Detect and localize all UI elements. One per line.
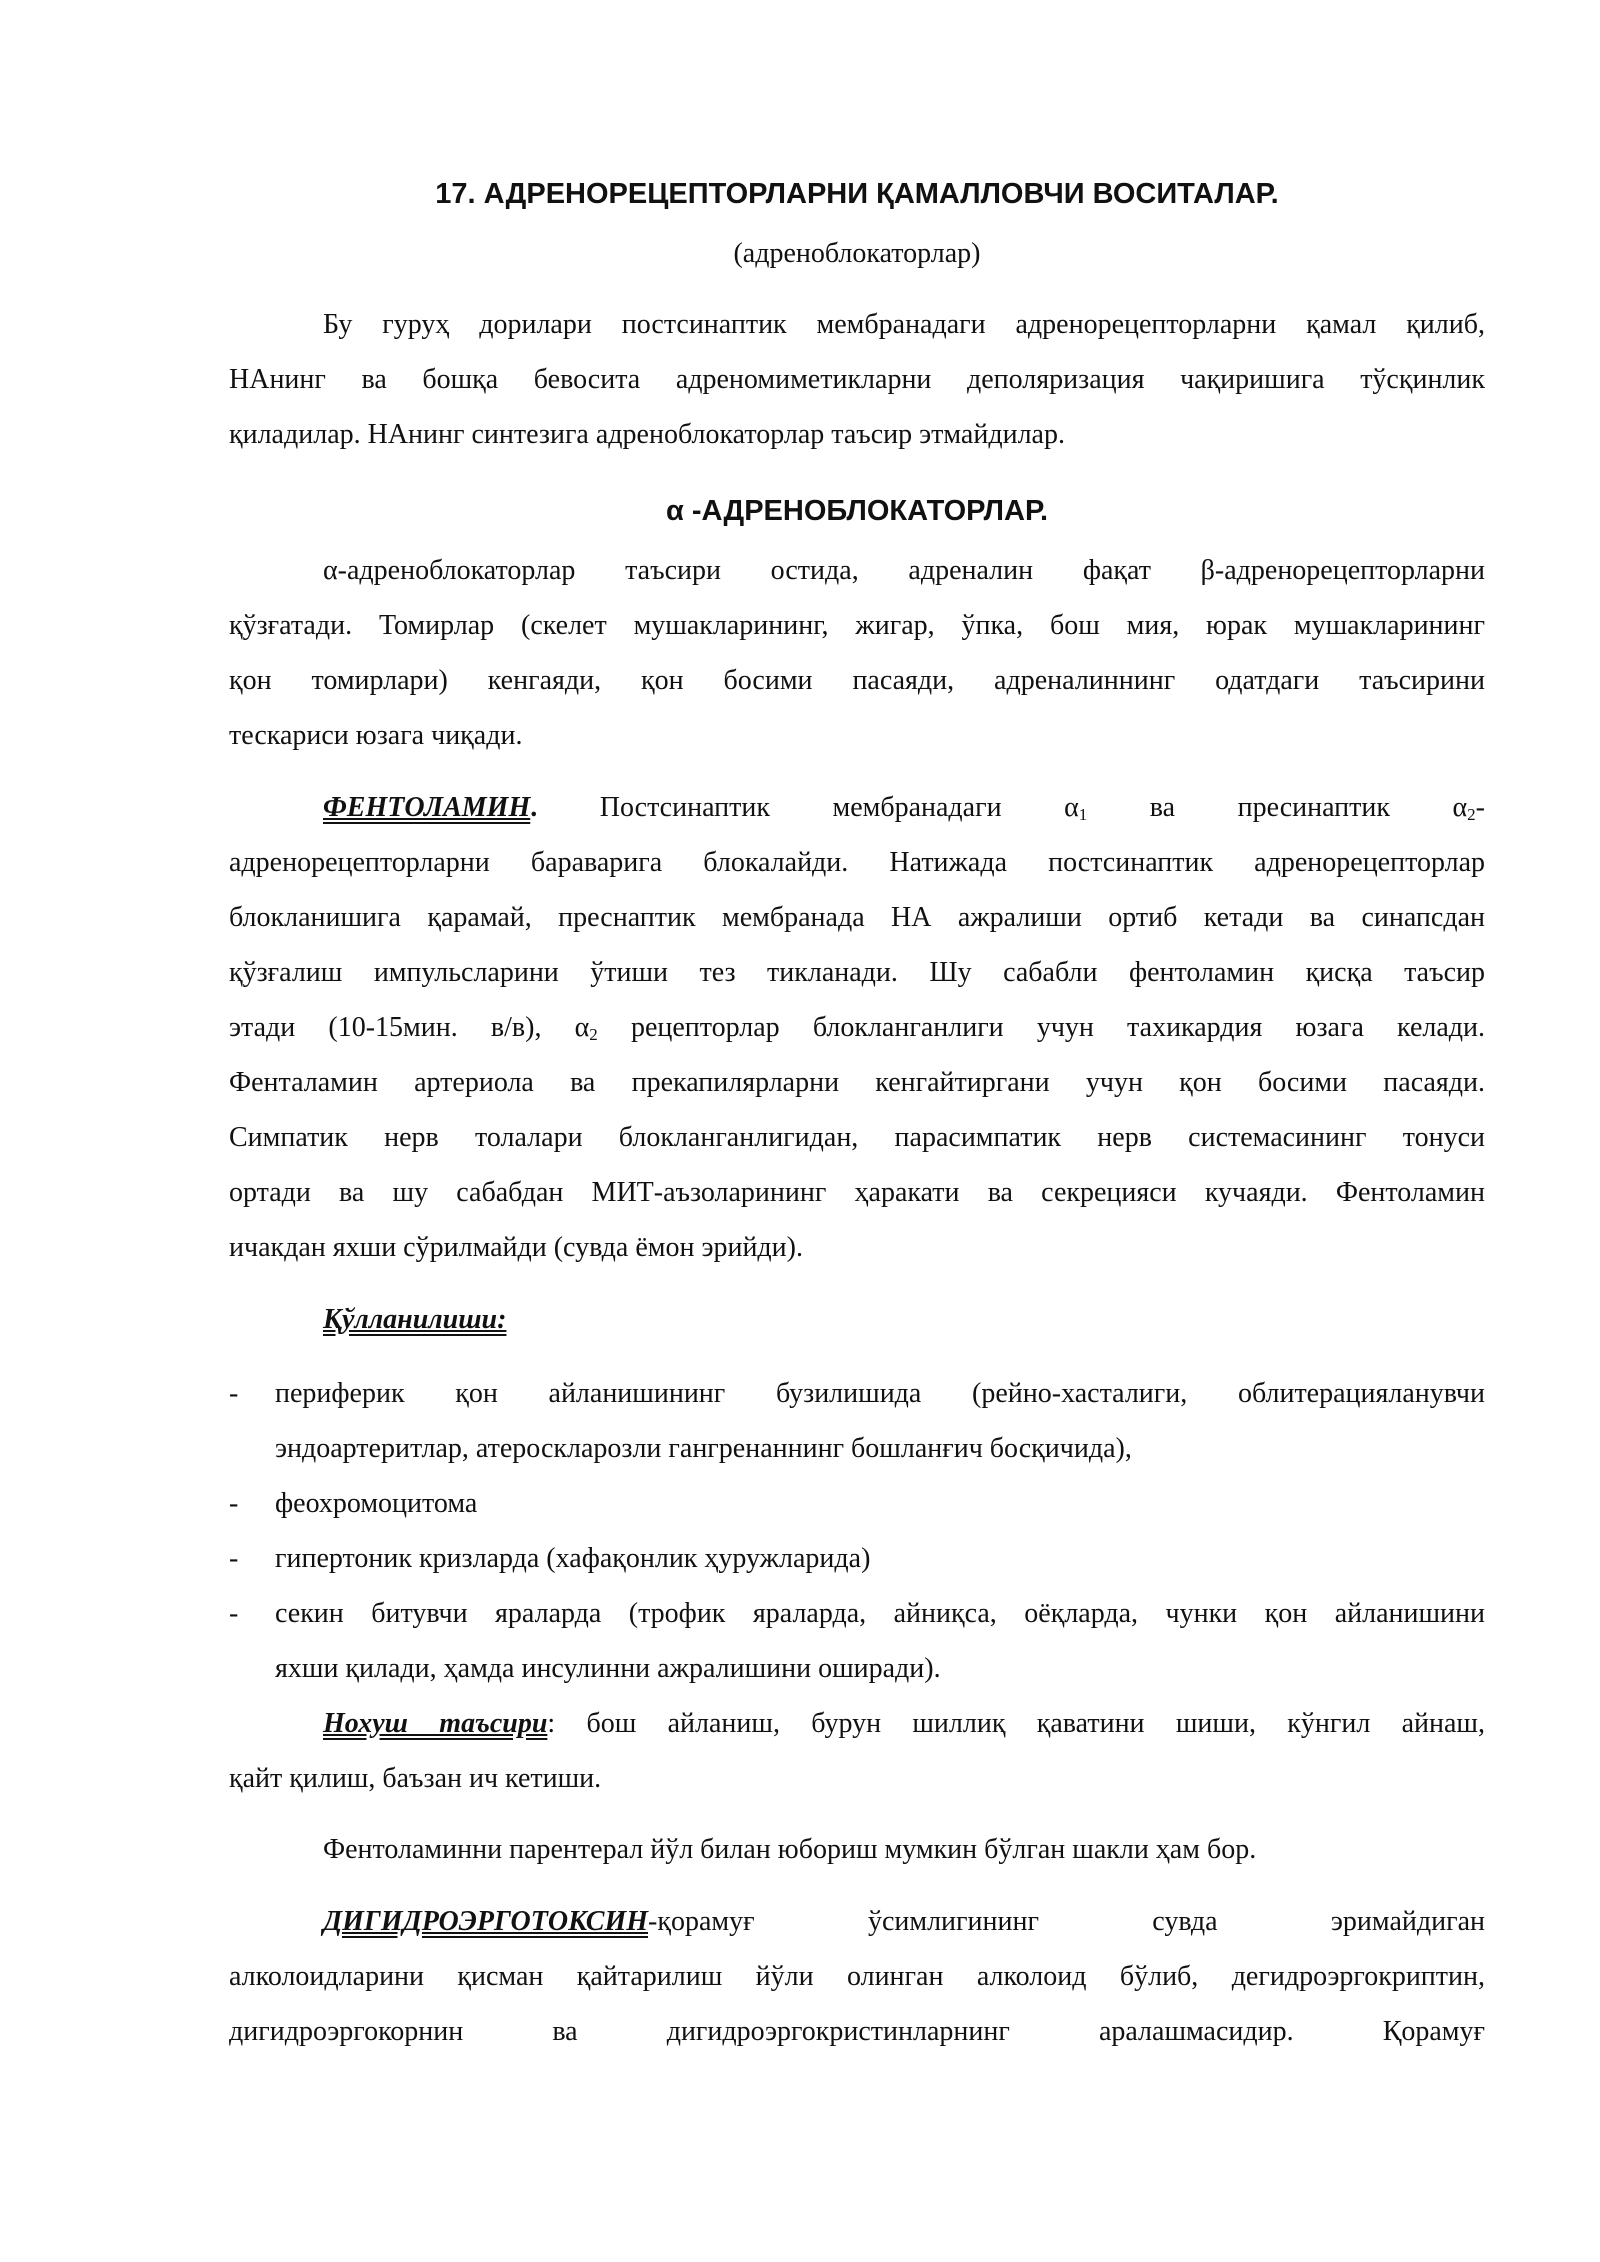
digidro-name: ДИГИДРОЭРГОТОКСИН xyxy=(323,1906,649,1937)
fentolamin-line-6: Фенталамин артериола ва прекапилярларни кенгайтиргани учун қон босими пасаяди. xyxy=(229,1067,1485,1098)
section-heading: α -АДРЕНОБЛОКАТОРЛАР. xyxy=(665,495,1049,527)
digidro-text: -қорамуғ ўсимлигининг сувда эримайдиган xyxy=(648,1906,1485,1937)
usage-item-1-line-2: эндоартеритлар, атероскларозли гангренаннинг бошланғич босқичида), xyxy=(275,1433,1132,1464)
fentolamin-line-1 xyxy=(323,794,1485,823)
usage-item-2 xyxy=(229,1490,1485,1530)
alpha-line-1: α-адреноблокаторлар таъсири остида, адреналин фақат β-адренорецепторларни xyxy=(323,555,1485,586)
page-subtitle: (адреноблокаторлар) xyxy=(733,238,981,269)
list-dash: - xyxy=(229,1488,239,1519)
fentolamin-line-8: ортади ва шу сабабдан МИТ-аъзоларининг ҳаракати ва секрецияси кучаяди. Фентоламин xyxy=(229,1177,1485,1208)
intro-line-1: Бу гуруҳ дорилари постсинаптик мембранадаги адренорецепторларни қамал қилиб, xyxy=(323,309,1485,340)
usage-heading-text: Қўлланилиши: xyxy=(323,1304,507,1335)
fentolamin-text-a: Постсинаптик мембранадаги α xyxy=(537,792,1079,823)
usage-item-3 xyxy=(229,1545,1485,1585)
usage-item-1 xyxy=(229,1380,1485,1420)
fentolamin-line-2: адренорецепторларни бараваригa блокалайди. Натижада постсинаптик адренорецепторлар xyxy=(229,847,1485,878)
fentolamin-line-7: Симпатик нерв толалари блокланганлигидан, парасимпатик нерв системасининг тонуси xyxy=(229,1122,1485,1153)
usage-item-4-line-1: секин битувчи яраларда (трофик яраларда, айниқса, оёқларда, чунки қон айланишини xyxy=(275,1598,1485,1629)
intro-line-2: НАнинг ва бошқа бевосита адреномиметикларни деполяризация чақиришига тўсқинлик xyxy=(229,364,1485,395)
side-effects-line-1 xyxy=(323,1710,1485,1738)
fentolamin-line-9: ичакдан яхши сўрилмайди (сувда ёмон эрийди). xyxy=(229,1232,803,1263)
list-dash: - xyxy=(229,1543,239,1574)
digidro-line-2: алколоидларини қисман қайтарилиш йўли олинган алколоид бўлиб, дегидроэргокриптин, xyxy=(229,1961,1485,1992)
alpha-line-4: тескариси юзага чиқади. xyxy=(229,720,523,751)
usage-heading xyxy=(323,1306,923,1334)
side-effects-label: Нохуш таъсири xyxy=(323,1708,548,1739)
usage-item-1-line-1: периферик қон айланишининг бузилишида (рейно-хасталиги, облитерацияланувчи xyxy=(275,1378,1485,1409)
fentolamin-text-c: - xyxy=(1475,792,1485,823)
side-effects-line-2: қайт қилиш, баъзан ич кетиши. xyxy=(229,1763,602,1794)
usage-item-3-text: гипертоник кризларда (хафақонлик ҳуружларида) xyxy=(275,1543,871,1574)
fentolamin-line-5 xyxy=(229,1014,1485,1043)
usage-item-2-text: феохромоцитома xyxy=(275,1488,478,1519)
parenteral-note: Фентоламинни парентерал йўл билан юбориш мумкин бўлган шакли ҳам бор. xyxy=(323,1834,1257,1865)
alpha-line-3: қон томирлари) кенгаяди, қон босими пасаяди, адреналиннинг одатдаги таъсирини xyxy=(229,665,1485,696)
list-dash: - xyxy=(229,1598,239,1629)
fentolamin-line-3: блокланишига қарамай, преснаптик мембранада НА ажралиши ортиб кетади ва синапсдан xyxy=(229,902,1485,933)
fentolamin-line-4: қўзғалиш импульсларини ўтиши тез тикланади. Шу сабабли фентоламин қисқа таъсир xyxy=(229,957,1485,988)
subscript-alpha2: 2 xyxy=(589,1025,598,1044)
usage-item-4 xyxy=(229,1600,1485,1640)
fentolamin-line-5-a: этади (10-15мин. в/в), α xyxy=(229,1012,590,1043)
digidro-line-1 xyxy=(323,1908,1485,1936)
fentolamin-text-b: ва пресинаптик α xyxy=(1087,792,1468,823)
fentolamin-line-5-b: рецепторлар блокланганлиги учун тахикардия юзага келади. xyxy=(597,1012,1485,1043)
page-title: 17. АДРЕНОРЕЦЕПТОРЛАРНИ ҚАМАЛЛОВЧИ ВОСИТАЛАР. xyxy=(435,178,1279,210)
side-effects-text: : бош айланиш, бурун шиллиқ қаватини шиши, кўнгил айнаш, xyxy=(547,1708,1485,1739)
digidro-line-3: дигидроэргокорнин ва дигидроэргокристинларнинг аралашмасидир. Қорамуғ xyxy=(229,2016,1485,2047)
subscript-1: 1 xyxy=(1078,805,1088,824)
fentolamin-name: ФЕНТОЛАМИН xyxy=(323,792,531,823)
usage-item-4-line-2: яхши қилади, ҳамда инсулинни ажралишини оширади). xyxy=(275,1653,941,1684)
intro-line-3: қиладилар. НАнинг синтезига адреноблокаторлар таъсир этмайдилар. xyxy=(229,419,1065,450)
alpha-line-2: қўзғатади. Томирлар (скелет мушакларининг, жигар, ўпка, бош мия, юрак мушакларининг xyxy=(229,610,1485,641)
list-dash: - xyxy=(229,1378,239,1409)
fentolamin-dot: . xyxy=(530,792,538,823)
subscript-2: 2 xyxy=(1467,805,1476,824)
